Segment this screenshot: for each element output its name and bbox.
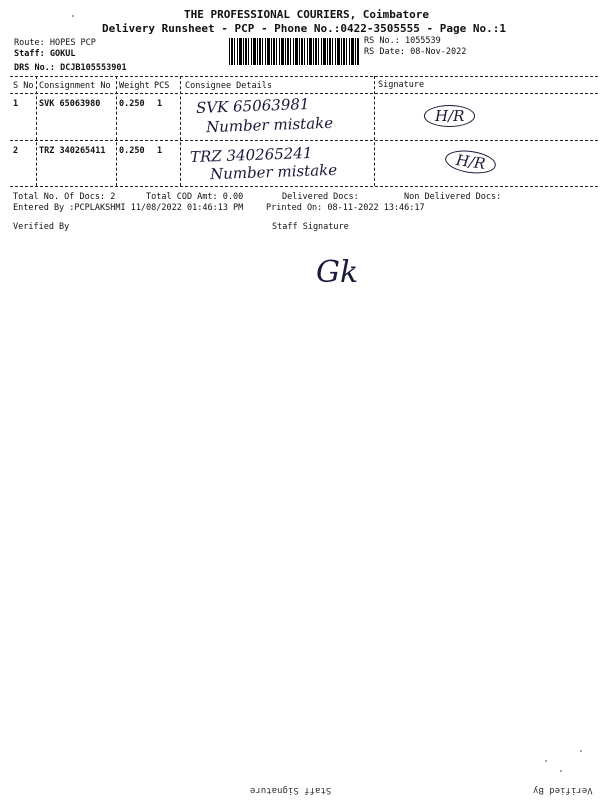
- row-2-weight: 0.250: [119, 146, 145, 156]
- col-divider-4: [374, 76, 375, 186]
- col-divider-1: [36, 76, 37, 186]
- rs-date-value: 08-Nov-2022: [410, 47, 467, 57]
- rs-no-value: 1055539: [404, 36, 441, 46]
- total-cod: Total COD Amt: 0.00: [146, 192, 244, 202]
- row-1-weight: 0.250: [119, 99, 145, 109]
- row-2-handwritten-note: Number mistake: [209, 160, 338, 184]
- table-top-rule: [10, 76, 598, 77]
- mirrored-staff-signature: Staff Signature: [250, 785, 332, 795]
- staff-line: [14, 49, 75, 59]
- col-header-consignee: Consignee Details: [185, 81, 272, 91]
- col-header-consignment: Consignment No: [39, 81, 111, 91]
- col-header-weight: Weight: [119, 81, 150, 91]
- staff-label: Staff:: [14, 49, 45, 59]
- col-divider-2: [116, 76, 117, 186]
- row-2-signature: H/R: [444, 148, 498, 177]
- drs-value: DCJB105553901: [60, 63, 127, 73]
- row-1-handwritten-note: Number mistake: [205, 113, 334, 137]
- row-1-pcs: 1: [157, 99, 163, 109]
- scan-speck: [545, 760, 547, 762]
- scan-speck: [72, 15, 74, 17]
- barcode: [229, 38, 359, 65]
- col-header-pcs: PCS: [154, 81, 170, 91]
- scan-speck: [560, 770, 562, 772]
- col-header-sno: S No: [13, 81, 34, 91]
- printed-on: Printed On: 08-11-2022 13:46:17: [266, 203, 425, 213]
- drs-line: [14, 63, 127, 73]
- scan-speck: [580, 750, 582, 752]
- row-1-signature: H/R: [424, 105, 475, 127]
- drs-label: DRS No.:: [14, 63, 55, 73]
- route-label: Route:: [14, 38, 45, 48]
- header-bottom-rule: [10, 93, 598, 94]
- delivered-docs: Delivered Docs:: [282, 192, 359, 202]
- mirrored-verified-by: Verified By: [533, 785, 593, 795]
- route-value: HOPES PCP: [49, 38, 96, 48]
- verified-by-label: Verified By: [13, 222, 70, 232]
- runsheet-subtitle: Delivery Runsheet - PCP - Phone No.:0422-3505555 - Page No.:1: [102, 22, 506, 35]
- company-title: THE PROFESSIONAL COURIERS, Coimbatore: [184, 8, 430, 21]
- row-2-sno: 2: [13, 146, 19, 156]
- staff-signature-label: Staff Signature: [272, 222, 349, 232]
- non-delivered-docs: Non Delivered Docs:: [404, 192, 502, 202]
- entered-by: Entered By :PCPLAKSHMI 11/08/2022 01:46:13 PM: [13, 203, 244, 213]
- rs-no-line: [364, 36, 441, 46]
- row-1-handwritten-number: SVK 65063981: [195, 95, 310, 117]
- staff-signature-mark: Gk: [316, 255, 359, 290]
- rs-no-label: RS No.:: [364, 36, 400, 46]
- row-1-consignment: SVK 65063980: [39, 99, 101, 109]
- row-1-bottom-rule: [10, 140, 598, 141]
- rs-date-label: RS Date:: [364, 47, 405, 57]
- row-2-consignment: TRZ 340265411: [39, 146, 106, 156]
- total-docs: Total No. Of Docs: 2: [13, 192, 116, 202]
- table-bottom-rule: [10, 186, 598, 187]
- rs-date-line: [364, 47, 466, 57]
- row-1-sno: 1: [13, 99, 19, 109]
- staff-value: GOKUL: [49, 49, 76, 59]
- route-line: [14, 38, 96, 48]
- col-divider-3: [180, 76, 181, 186]
- row-2-handwritten-number: TRZ 340265241: [189, 143, 313, 167]
- col-header-signature: Signature: [378, 80, 425, 90]
- row-2-pcs: 1: [157, 146, 163, 156]
